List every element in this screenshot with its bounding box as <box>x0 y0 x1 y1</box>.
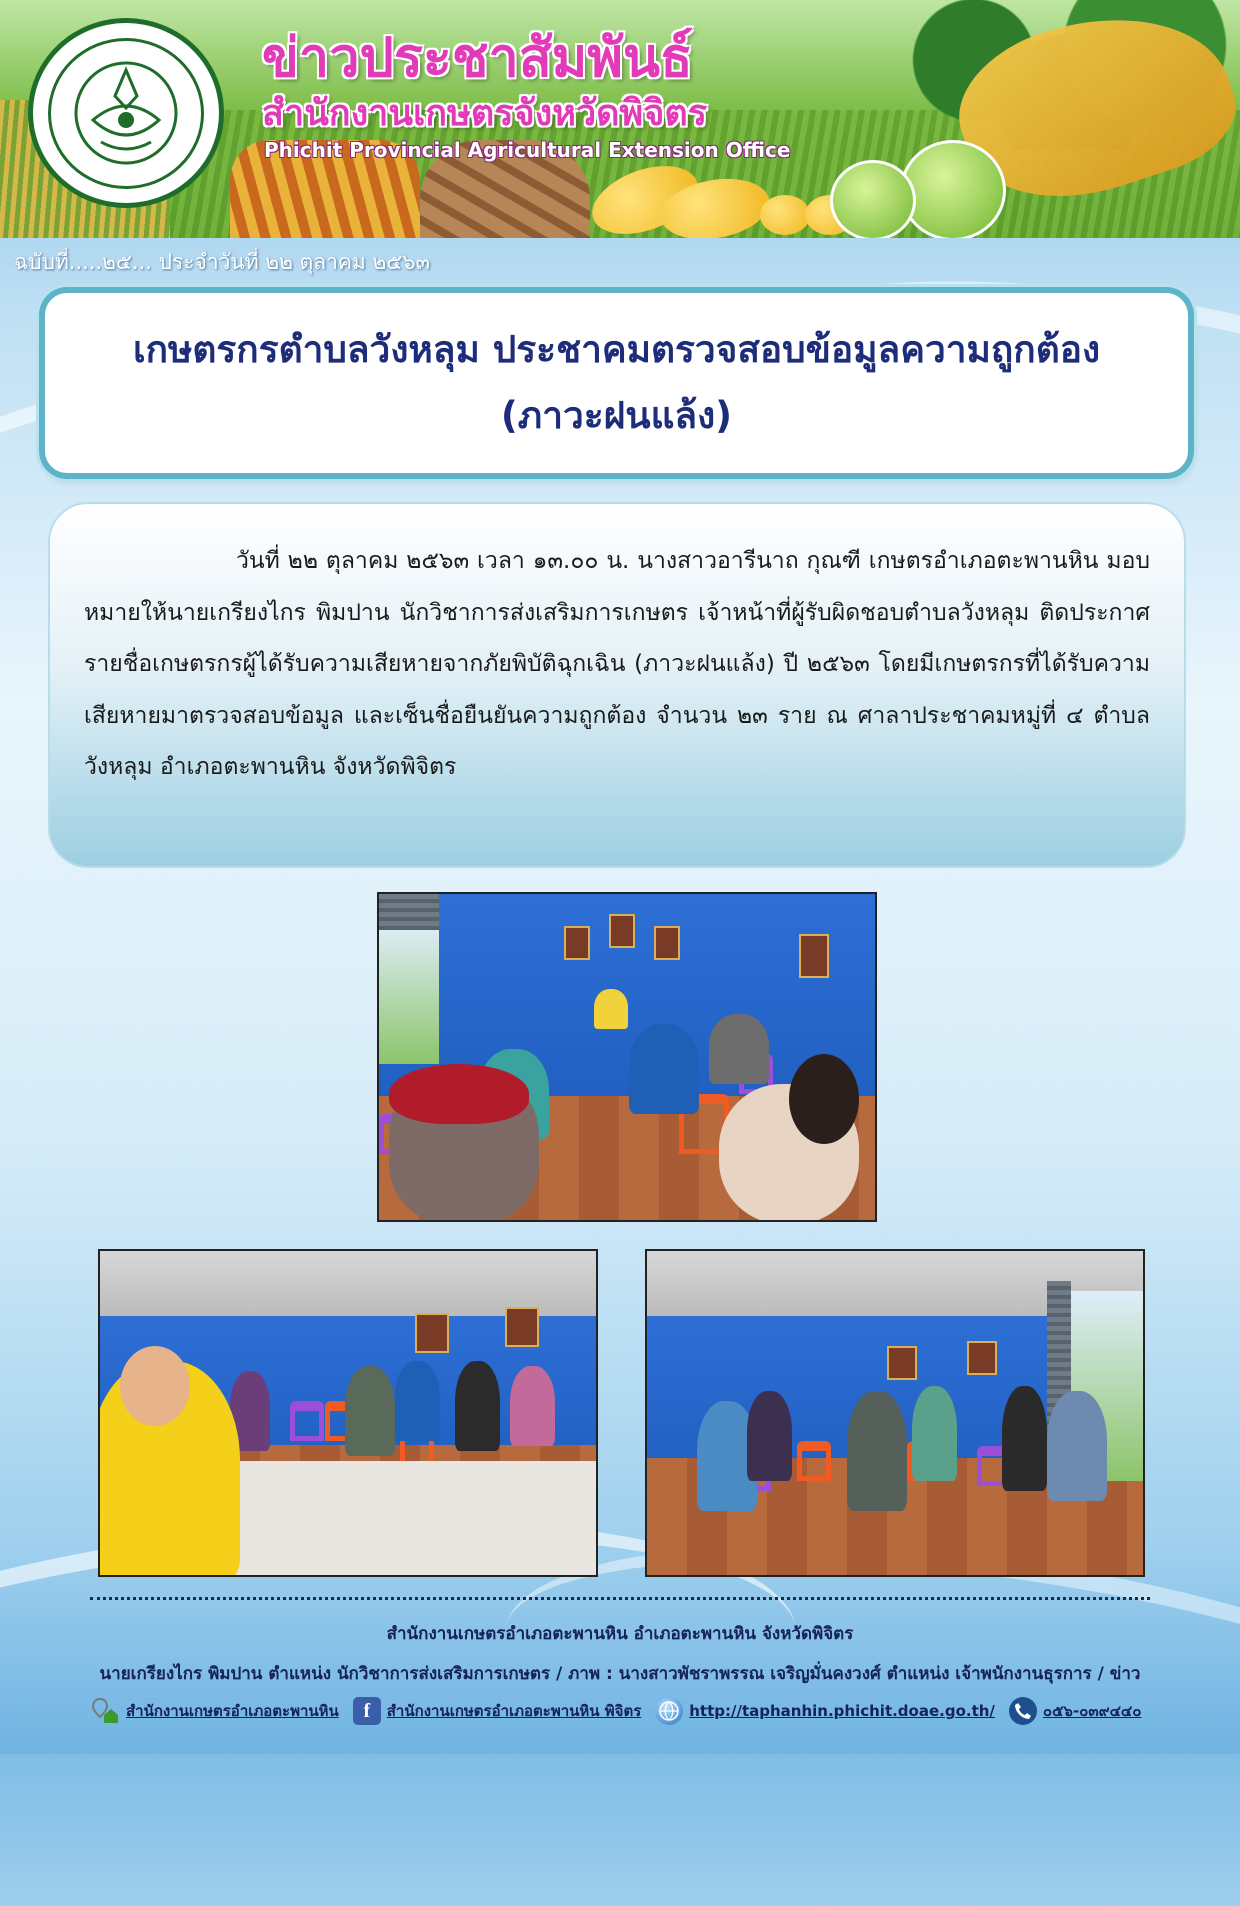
contact-facebook[interactable] <box>353 1697 641 1725</box>
newsletter-title: ข่าวประชาสัมพันธ์ <box>262 26 693 89</box>
pomelo-image <box>900 140 1006 238</box>
meeting-photo-right <box>645 1249 1145 1577</box>
article-body-box <box>48 502 1186 868</box>
headline-line-1: เกษตรกรตำบลวังหลุม ประชาคมตรวจสอบข้อมูลความถูกต้อง <box>132 328 1101 371</box>
headline-box <box>45 293 1188 473</box>
meeting-photo-main <box>377 892 877 1222</box>
footer-office-line: สำนักงานเกษตรอำเภอตะพานหิน อำเภอตะพานหิน จังหวัดพิจิตร <box>386 1624 854 1644</box>
department-seal-logo <box>28 18 224 208</box>
contact-website[interactable] <box>655 1697 995 1725</box>
meeting-photo-left <box>98 1249 598 1577</box>
issue-date-line: ฉบับที่.....๒๕... ประจำวันที่ ๒๒ ตุลาคม ๒๕๖๓ <box>14 250 430 274</box>
location-home-icon <box>92 1697 120 1725</box>
contact-bar <box>92 1694 1155 1728</box>
office-name-thai: สำนักงานเกษตรจังหวัดพิจิตร <box>262 93 708 134</box>
facebook-link[interactable]: สำนักงานเกษตรอำเภอตะพานหิน พิจิตร <box>386 1702 642 1720</box>
footer-credit-line: นายเกรียงไกร พิมปาน ตำแหน่ง นักวิชาการส่งเสริมการเกษตร / ภาพ : นางสาวพัชราพรรณ เจริญมั่นคงวงศ์ ตำแหน่ง เจ้าพนักงานธุรการ / ข่าว <box>99 1664 1141 1684</box>
fruit-image <box>760 195 810 235</box>
seal-emblem-icon <box>71 58 181 168</box>
office-name-english: Phichit Provincial Agricultural Extension Office <box>264 138 791 162</box>
phone-number[interactable]: ๐๕๖-๐๓๙๔๔๐ <box>1042 1702 1142 1720</box>
article-body-text: วันที่ ๒๒ ตุลาคม ๒๕๖๓ เวลา ๑๓.๐๐ น. นางสาวอารีนาถ กุณฑี เกษตรอำเภอตะพานหิน มอบหมายให้นายเกรียงไกร พิมปาน นักวิชาการส่งเสริมการเกษตร เจ้าหน้าที่ผู้รับผิดชอบตำบลวังหลุม ติดประกาศรายชื่อเกษตรกรผู้ได้รับความเสียหายจากภัยพิบัติฉุกเฉิน (ภาวะฝนแล้ง) ปี ๒๕๖๓ โดยมีเกษตรกรที่ได้รับความเสียหายมาตรวจสอบข้อมูล และเซ็นชื่อยืนยันความถูกต้อง จำนวน ๒๓ ราย ณ ศาลาประชาคมหมู่ที่ ๔ ตำบลวังหลุม อำเภอตะพานหิน จังหวัดพิจิตร <box>84 548 1150 780</box>
globe-icon <box>655 1697 683 1725</box>
website-link[interactable]: http://taphanhin.phichit.doae.go.th/ <box>689 1702 995 1720</box>
headline-line-2: (ภาวะฝนแล้ง) <box>500 394 733 437</box>
footer-divider <box>90 1597 1150 1600</box>
contact-phone[interactable] <box>1009 1697 1142 1725</box>
office-link[interactable]: สำนักงานเกษตรอำเภอตะพานหิน <box>126 1702 339 1720</box>
header-banner <box>0 0 1240 238</box>
contact-office[interactable] <box>92 1697 339 1725</box>
phone-icon <box>1009 1697 1037 1725</box>
lime-image <box>830 160 916 238</box>
facebook-icon: f <box>353 1697 381 1725</box>
